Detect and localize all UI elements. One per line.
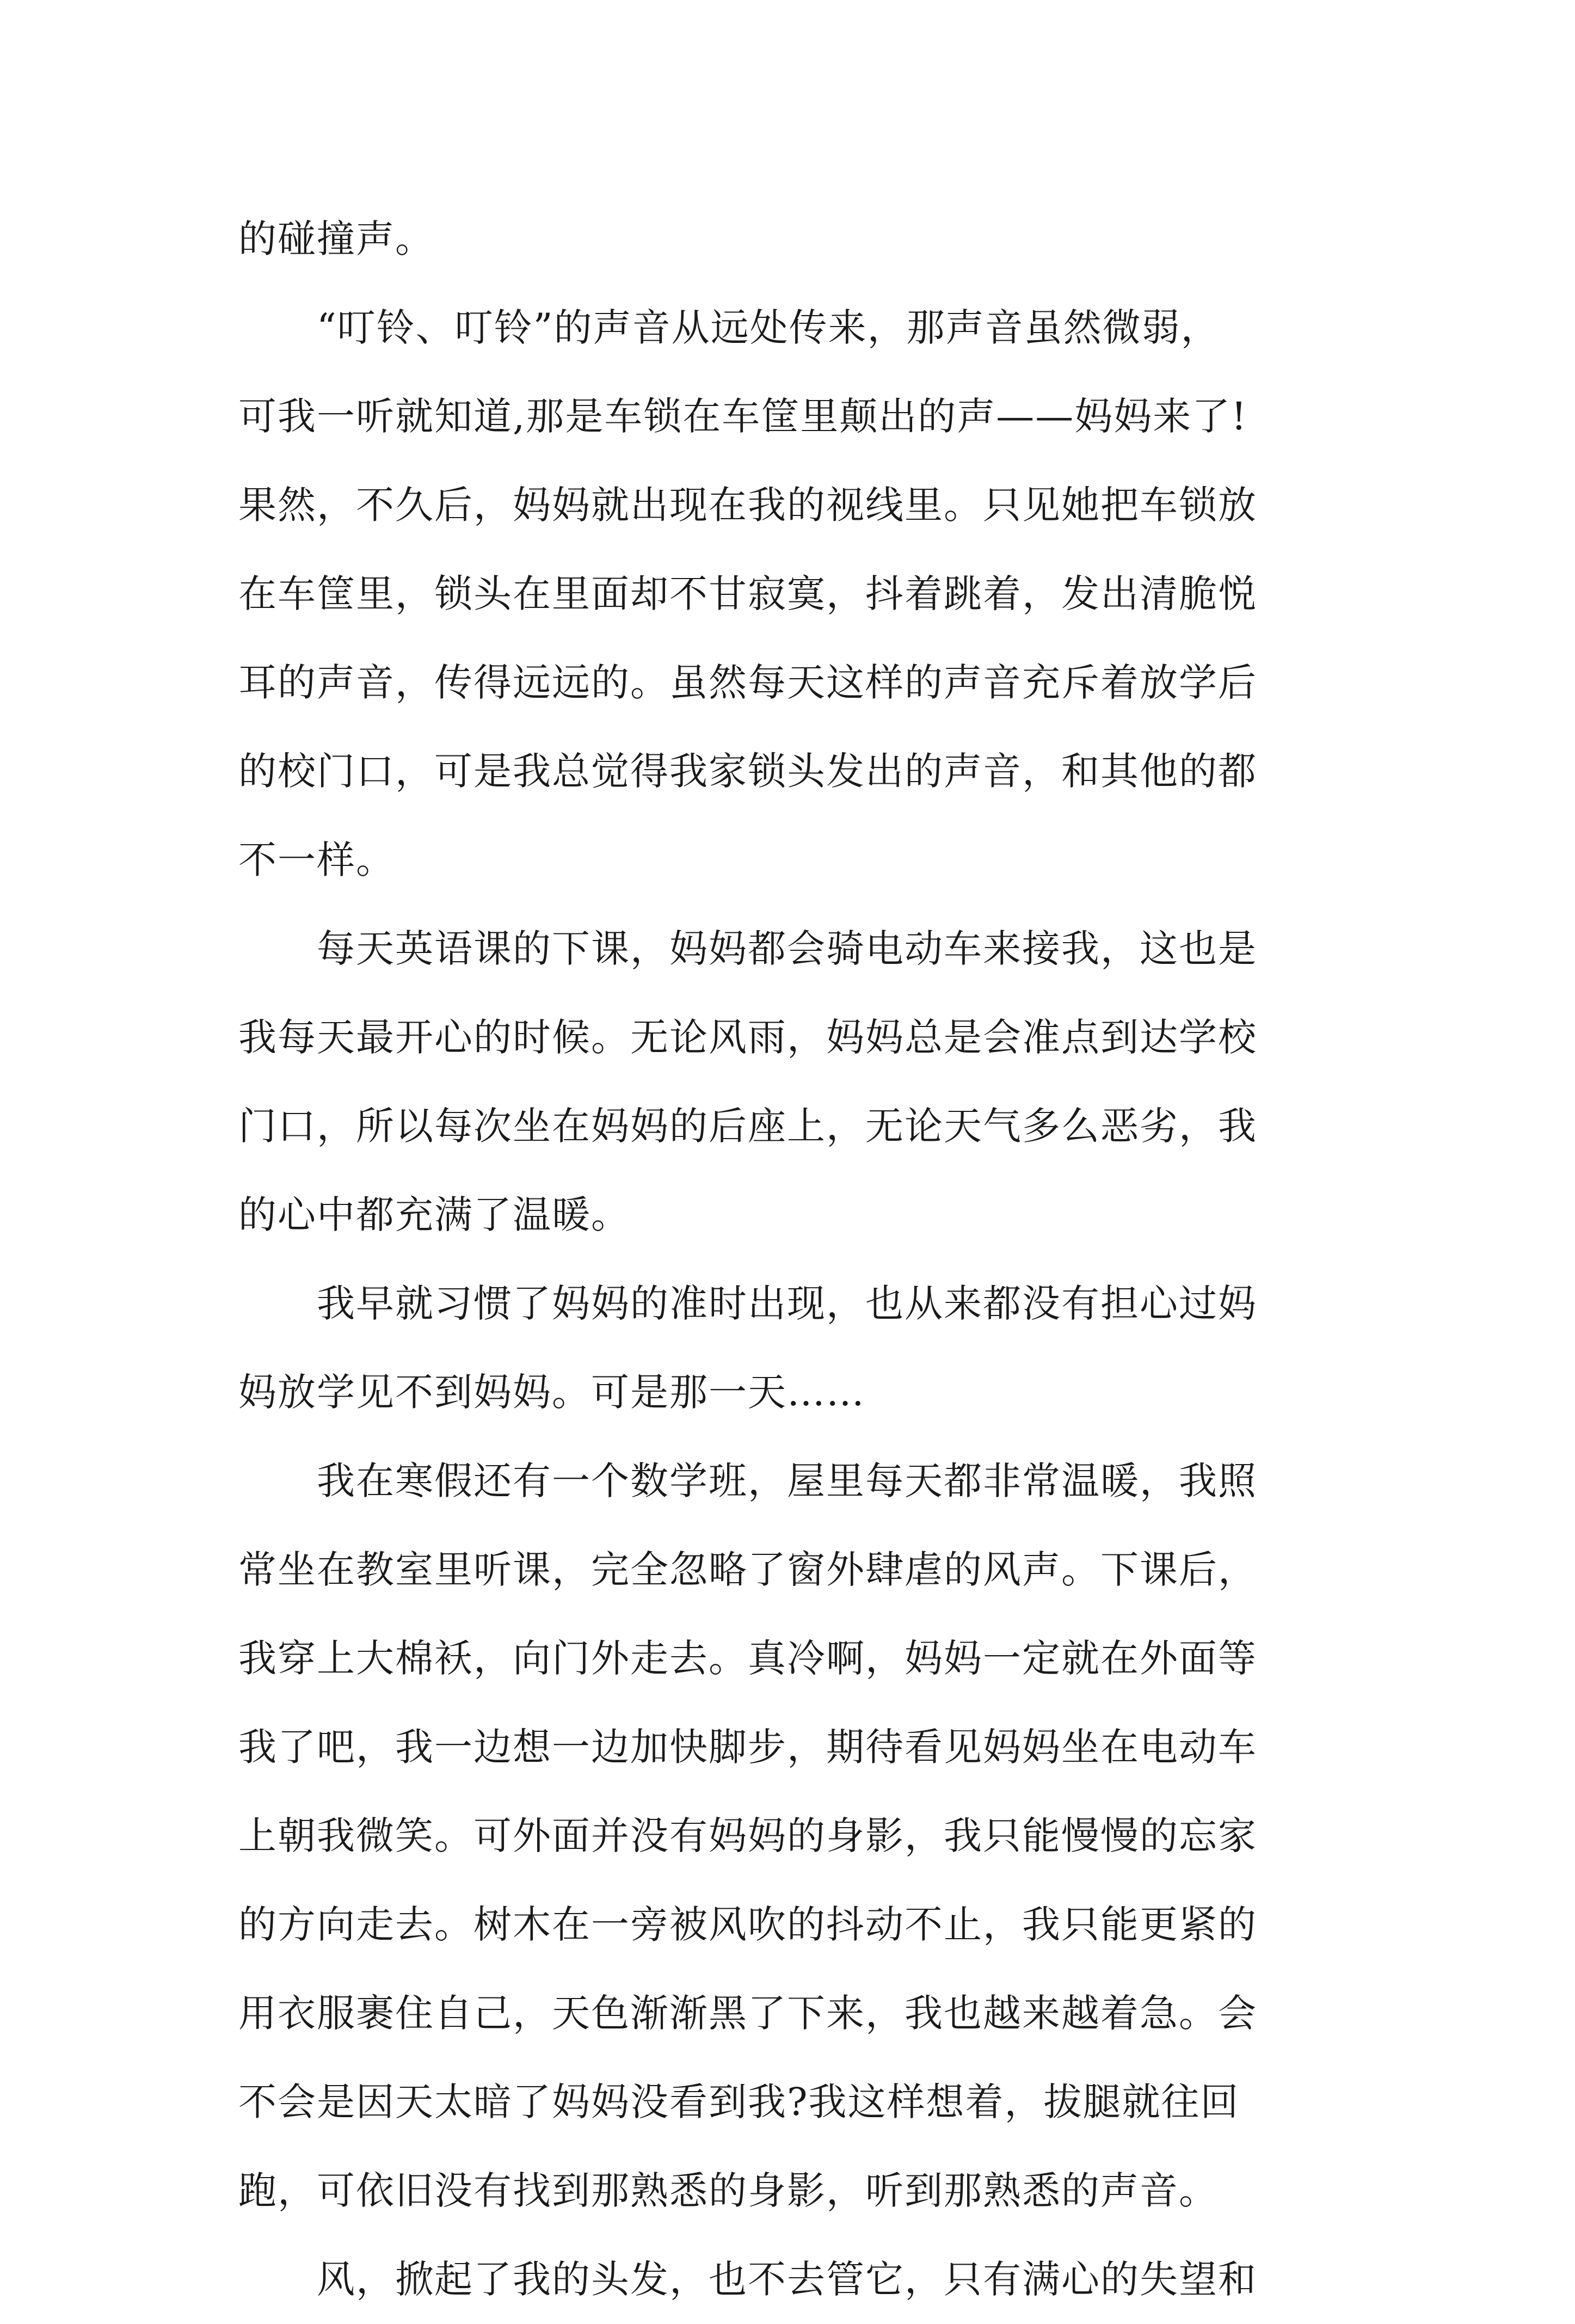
text-line: 不会是因天太暗了妈妈没看到我?我这样想着，拔腿就往回 [238,2080,1240,2124]
text-line: 果然，不久后，妈妈就出现在我的视线里。只见她把车锁放 [238,483,1257,527]
text-line: 可我一听就知道,那是车锁在车筐里颠出的声——妈妈来了! [238,394,1248,439]
text-line: 不一样。 [238,838,395,882]
text-line: 每天英语课的下课，妈妈都会骑电动车来接我，这也是 [238,926,1257,971]
text-line: “叮铃、叮铃”的声音从远处传来，那声音虽然微弱， [238,305,1220,350]
text-line: 门口，所以每次坐在妈妈的后座上，无论天气多么恶劣，我 [238,1104,1257,1148]
text-line: 我了吧，我一边想一边加快脚步，期待看见妈妈坐在电动车 [238,1725,1257,1769]
text-line: 的方向走去。树木在一旁被风吹的抖动不止，我只能更紧的 [238,1902,1257,1947]
text-line: 的校门口，可是我总觉得我家锁头发出的声音，和其他的都 [238,749,1257,794]
text-line: 我在寒假还有一个数学班，屋里每天都非常温暖，我照 [238,1459,1257,1503]
text-line: 耳的声音，传得远远的。虽然每天这样的声音充斥着放学后 [238,660,1257,705]
text-line: 用衣服裹住自己，天色渐渐黑了下来，我也越来越着急。会 [238,1991,1257,2036]
text-line: 上朝我微笑。可外面并没有妈妈的身影，我只能慢慢的忘家 [238,1813,1257,1858]
text-line: 的心中都充满了温暖。 [238,1192,630,1237]
text-line: 妈放学见不到妈妈。可是那一天…… [238,1370,865,1415]
text-line: 的碰撞声。 [238,217,434,261]
text-line: 我每天最开心的时候。无论风雨，妈妈总是会准点到达学校 [238,1015,1257,1060]
text-line: 在车筐里，锁头在里面却不甘寂寞，抖着跳着，发出清脆悦 [238,571,1257,616]
text-line: 跑，可依旧没有找到那熟悉的身影，听到那熟悉的声音。 [238,2168,1218,2213]
text-line: 风，掀起了我的头发，也不去管它，只有满心的失望和 [238,2257,1257,2302]
text-line: 我早就习惯了妈妈的准时出现，也从来都没有担心过妈 [238,1281,1257,1326]
text-line: 我穿上大棉袄，向门外走去。真冷啊，妈妈一定就在外面等 [238,1636,1257,1681]
body-text [238,195,1343,2324]
text-line: 常坐在教室里听课，完全忽略了窗外肆虐的风声。下课后， [238,1547,1257,1592]
